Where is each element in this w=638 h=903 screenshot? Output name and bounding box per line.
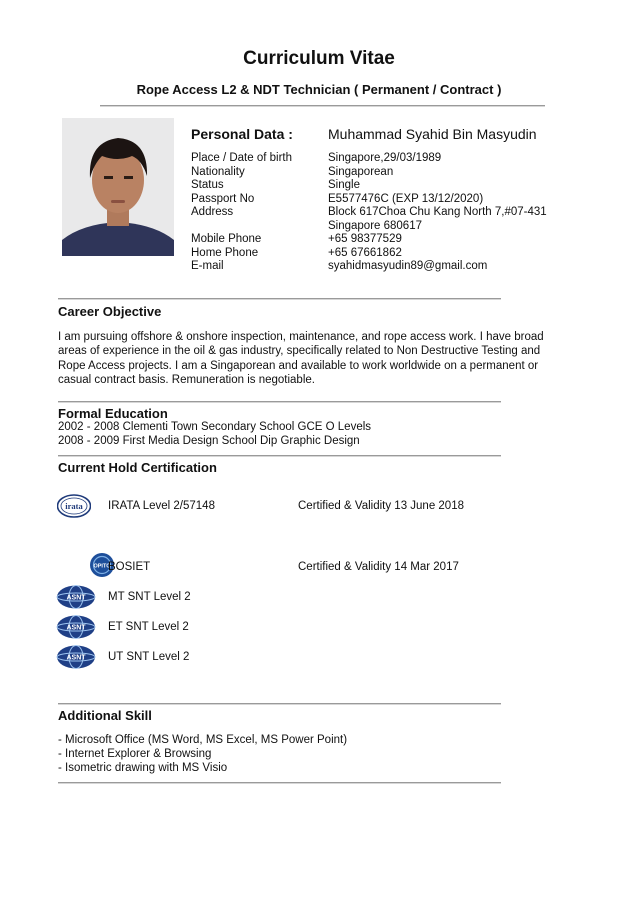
career-objective-text	[58, 330, 558, 387]
info-value-passport: E5577476C (EXP 13/12/2020)	[328, 192, 484, 205]
section-divider	[58, 298, 501, 300]
cert-name: BOSIET	[108, 561, 151, 573]
info-value-nationality: Singaporean	[328, 165, 394, 178]
info-key: Passport No	[191, 192, 255, 205]
svg-text:ASNT: ASNT	[66, 654, 86, 662]
section-divider	[58, 455, 501, 457]
info-value-email: syahidmasyudin89@gmail.com	[328, 260, 488, 272]
cert-name: MT SNT Level 2	[108, 591, 191, 603]
document-title: Curriculum Vitae	[243, 48, 395, 69]
skill-item: - Microsoft Office (MS Word, MS Excel, MS Power Point)	[58, 734, 348, 746]
section-divider	[58, 401, 501, 403]
info-value-address-line2: Singapore 680617	[328, 219, 422, 232]
candidate-name: Muhammad Syahid Bin Masyudin	[328, 126, 537, 142]
asnt-logo	[55, 644, 97, 675]
info-value-address: Block 617Choa Chu Kang North 7,#07-431	[328, 206, 547, 218]
info-key: Mobile Phone	[191, 233, 262, 245]
svg-text:ASNT: ASNT	[66, 594, 86, 602]
svg-text:ASNT: ASNT	[66, 624, 86, 632]
career-line: areas of experience in the oil & gas industry, specifically related to Non Destructive Testing and	[58, 345, 541, 358]
formal-education-heading: Formal Education	[58, 406, 168, 421]
profile-photo	[62, 118, 174, 256]
asnt-logo	[55, 614, 97, 645]
info-key: E-mail	[191, 260, 224, 272]
career-line: I am pursuing offshore & onshore inspection, maintenance, and rope access work. I have broad	[58, 331, 544, 343]
career-line: Rope Access projects. I am a Singaporean and available to work worldwide on a permanent or	[58, 359, 539, 372]
additional-skill-heading: Additional Skill	[58, 708, 152, 723]
skill-item: - Isometric drawing with MS Visio	[58, 762, 228, 774]
cert-name: UT SNT Level 2	[108, 651, 190, 663]
section-divider	[58, 703, 501, 705]
skill-item: - Internet Explorer & Browsing	[58, 748, 212, 760]
irata-logo	[57, 494, 91, 523]
education-item: 2008 - 2009 First Media Design School Dip Graphic Design	[58, 435, 360, 447]
info-value-home-phone: +65 67661862	[328, 246, 402, 259]
section-divider	[58, 782, 501, 784]
career-objective-heading: Career Objective	[58, 304, 162, 319]
info-value-mobile: +65 98377529	[328, 233, 402, 245]
info-value-birth: Singapore,29/03/1989	[328, 152, 442, 164]
header-divider	[100, 105, 545, 107]
info-key: Status	[191, 179, 224, 191]
education-item: 2002 - 2008 Clementi Town Secondary School GCE O Levels	[58, 421, 372, 433]
cert-validity: Certified & Validity 14 Mar 2017	[298, 561, 459, 573]
certification-heading: Current Hold Certification	[58, 460, 217, 475]
asnt-logo	[55, 584, 97, 615]
career-line: casual contract basis. Remuneration is negotiable.	[58, 373, 315, 386]
info-value-status: Single	[328, 179, 360, 191]
personal-data-label: Personal Data :	[191, 126, 293, 142]
cert-name: IRATA Level 2/57148	[108, 500, 215, 512]
svg-text:irata: irata	[65, 501, 83, 511]
info-key: Address	[191, 206, 234, 218]
info-key: Nationality	[191, 165, 245, 178]
document-subtitle: Rope Access L2 & NDT Technician ( Permanent / Contract )	[136, 82, 502, 97]
cert-validity: Certified & Validity 13 June 2018	[298, 500, 464, 512]
info-key: Home Phone	[191, 246, 259, 259]
info-key: Place / Date of birth	[191, 152, 292, 164]
svg-text:OPITO: OPITO	[93, 563, 111, 570]
cert-name: ET SNT Level 2	[108, 621, 189, 633]
